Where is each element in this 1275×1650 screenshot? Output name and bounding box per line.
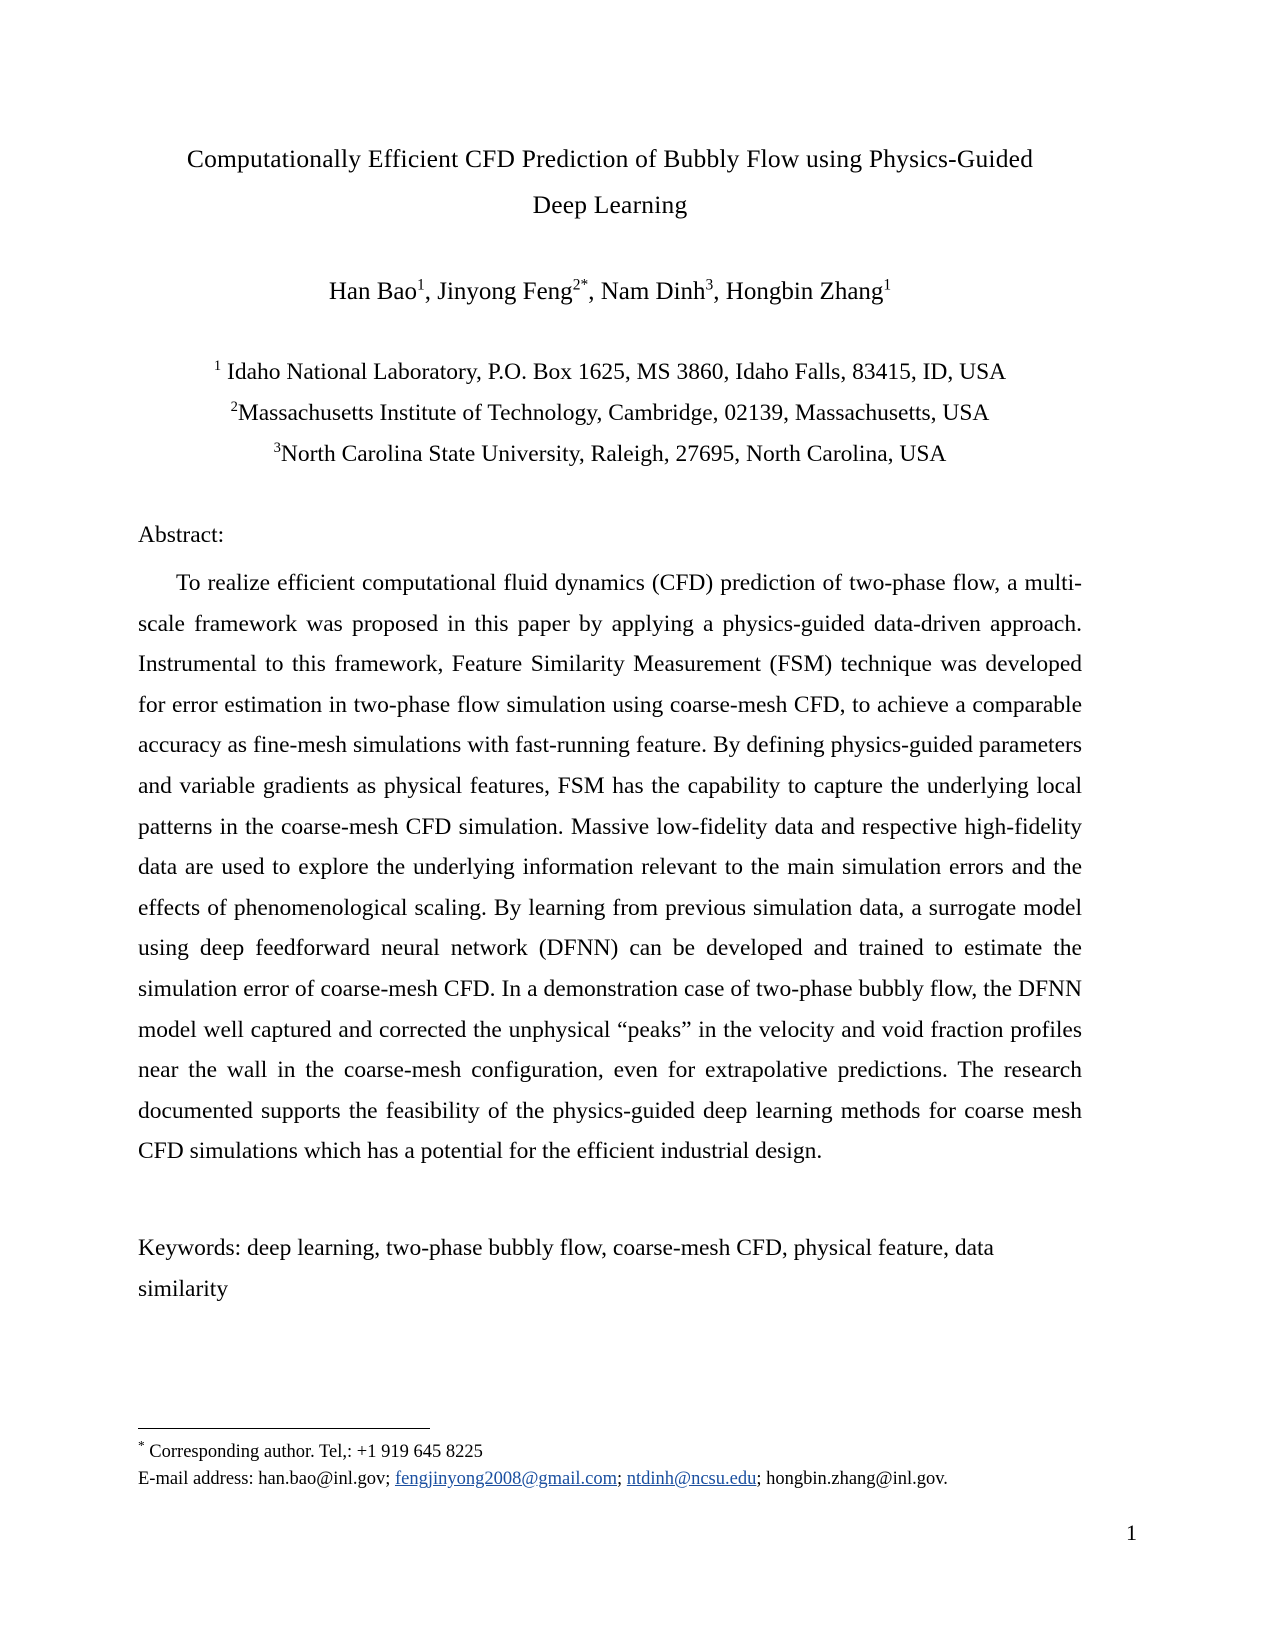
paper-title: Computationally Efficient CFD Prediction of Bubbly Flow using Physics-Guided Deep Learning: [186, 144, 1034, 219]
affiliation-text: Idaho National Laboratory, P.O. Box 1625, MS 3860, Idaho Falls, 83415, ID, USA: [221, 359, 1007, 385]
keywords-line: Keywords: deep learning, two-phase bubbly flow, coarse-mesh CFD, physical feature, data similarity: [138, 1234, 994, 1302]
affiliation-text: North Carolina State University, Raleigh, 27695, North Carolina, USA: [280, 441, 947, 467]
footnote-block: [138, 1428, 1082, 1493]
affiliation-marker: 2: [230, 399, 238, 416]
email-link-fengjinyong[interactable]: fengjinyong2008@gmail.com: [394, 1469, 618, 1489]
email-prefix-text: E-mail address: han.bao@inl.gov;: [138, 1469, 395, 1489]
author-separator-3: ,: [713, 278, 726, 305]
affiliation-list: [138, 352, 1082, 475]
email-suffix-text: ; hongbin.zhang@inl.gov.: [756, 1469, 948, 1489]
affiliation-item: [138, 434, 1082, 475]
affiliation-item: [138, 352, 1082, 393]
abstract-paragraph: To realize efficient computational fluid dynamics (CFD) prediction of two-phase flow, a multi-scale framework was proposed in this paper by applying a physics-guided data-driven approach. Instrumental to this framework, Feature Similarity Measurement (FSM) technique was developed for error estimation in two-phase flow simulation using coarse-mesh CFD, to achieve a comparable accuracy as fine-mesh simulations with fast-running feature. By defining physics-guided parameters and variable gradients as physical features, FSM has the capability to capture the underlying local patterns in the coarse-mesh CFD simulation. Massive low-fidelity data and respective high-fidelity data are used to explore the underlying information relevant to the main simulation errors and the effects of phenomenological scaling. By learning from previous simulation data, a surrogate model using deep feedforward neural network (DFNN) can be developed and trained to estimate the simulation error of coarse-mesh CFD. In a demonstration case of two-phase bubbly flow, the DFNN model well captured and corrected the unphysical “peaks” in the velocity and void fraction profiles near the wall in the coarse-mesh configuration, even for extrapolative predictions. The research documented supports the feasibility of the physics-guided deep learning methods for coarse mesh CFD simulations which has a potential for the efficient industrial design.: [138, 570, 1082, 1165]
email-address-line: [138, 1466, 1082, 1493]
affiliation-marker: 3: [273, 440, 281, 457]
page-content: [138, 0, 1082, 1309]
author-affil-marker-3: 3: [705, 276, 714, 294]
author-name-3: Nam Dinh: [600, 278, 706, 305]
affiliation-marker: 1: [213, 358, 222, 375]
footnote-separator-rule: [138, 1428, 430, 1429]
email-link-ntdinh[interactable]: ntdinh@ncsu.edu: [626, 1469, 757, 1489]
author-separator-1: ,: [424, 278, 438, 305]
affiliation-item: [138, 393, 1082, 434]
author-name-1: Han Bao: [328, 278, 417, 305]
footnote-marker: *: [138, 1437, 145, 1453]
author-affil-marker-1: 1: [417, 276, 425, 294]
email-separator-text: ;: [617, 1469, 627, 1489]
author-separator-2: ,: [588, 278, 601, 305]
corresponding-author-text: Corresponding author. Tel,: +1 919 645 8225: [144, 1442, 483, 1462]
corresponding-author-line: [138, 1439, 1082, 1466]
author-affil-marker-2: 2*: [572, 276, 589, 294]
affiliation-text: Massachusetts Institute of Technology, Cambridge, 02139, Massachusetts, USA: [237, 400, 990, 426]
author-affil-marker-4: 1: [883, 276, 892, 294]
author-list: [138, 275, 1082, 309]
author-name-2: Jinyong Feng: [437, 278, 573, 305]
page-number: 1: [1126, 1520, 1137, 1545]
abstract-heading: Abstract:: [138, 522, 225, 548]
author-name-4: Hongbin Zhang: [725, 278, 884, 305]
